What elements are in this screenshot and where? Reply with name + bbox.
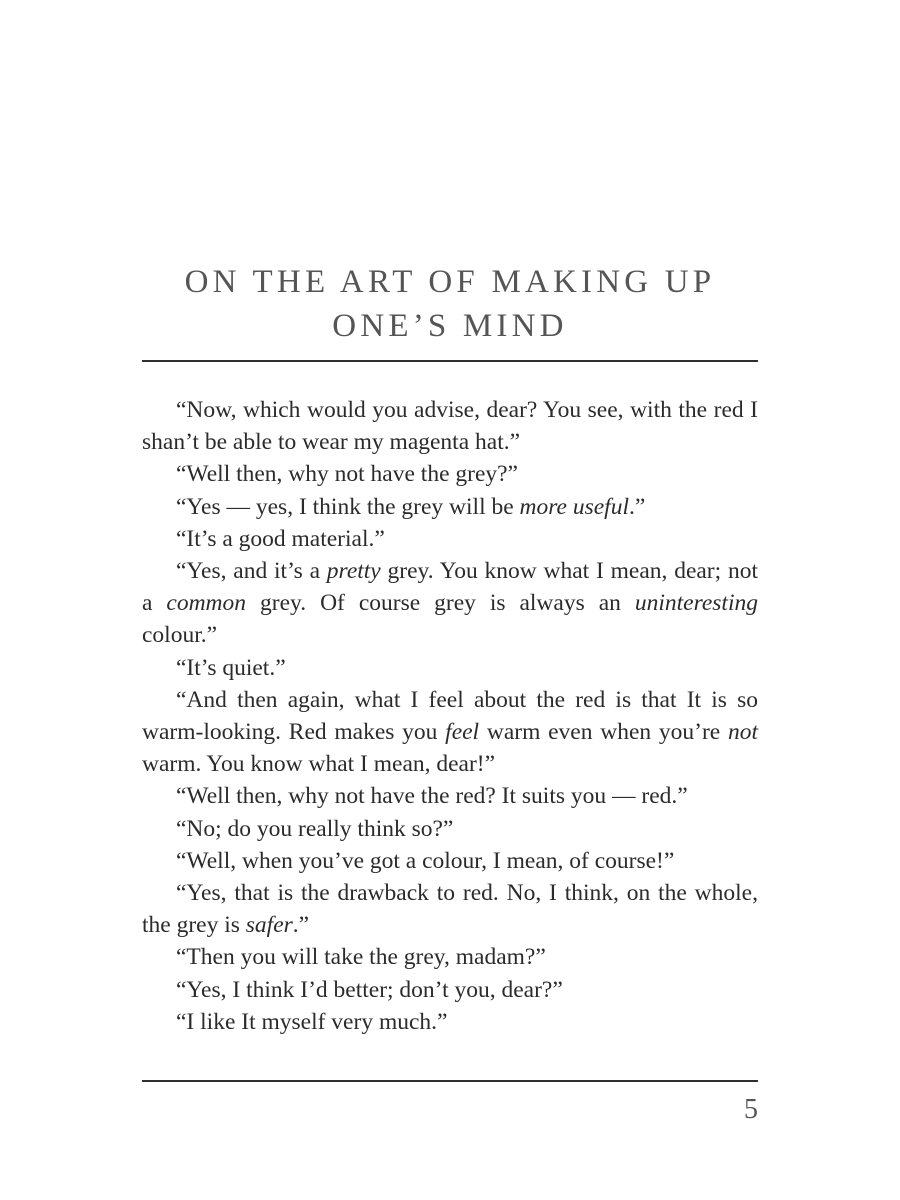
text-run: “Then you will take the grey, madam?” [176,944,546,971]
text-run: “Yes, and it’s a [176,558,327,585]
text-run: “I like It myself very much.” [176,1008,448,1035]
italic-text: common [166,590,247,617]
text-run: colour.” [142,622,218,649]
paragraph [142,458,758,490]
text-run: “It’s a good material.” [176,525,385,552]
text-run: “Yes, I think I’d better; don’t you, dear?” [176,976,563,1003]
page-number: 5 [744,1094,758,1125]
text-run: “It’s quiet.” [176,654,286,681]
text-run: warm even when you’re [479,719,728,746]
paragraph [142,877,758,941]
text-run: “No; do you really think so?” [176,815,454,842]
italic-text: feel [445,719,480,746]
text-run: .” [628,493,646,520]
paragraph [142,394,758,458]
italic-text: safer [245,912,293,939]
paragraph [142,555,758,652]
chapter-title-line-2: ONE’S MIND [332,308,568,344]
italic-text: more useful [519,493,629,520]
paragraph [142,523,758,555]
chapter-body-text [142,394,758,1038]
text-run: .” [292,912,310,939]
chapter-title-line-1: ON THE ART OF MAKING UP [184,264,716,300]
top-divider [142,360,758,362]
paragraph [142,780,758,812]
paragraph [142,652,758,684]
text-run: “And then again, what I feel about the red is that It is so warm-looking. Red makes you [142,686,758,746]
text-run: “Well, when you’ve got a colour, I mean, of course!” [176,847,675,874]
italic-text: pretty [326,558,381,585]
bottom-divider [142,1080,758,1082]
paragraph [142,845,758,877]
paragraph [142,684,758,781]
chapter-title [142,260,758,348]
text-run: “Well then, why not have the red? It suits you — red.” [176,783,688,810]
text-run: “Well then, why not have the grey?” [176,461,518,488]
paragraph [142,813,758,845]
text-run: “Yes, that is the drawback to red. No, I think, on the whole, the grey is [142,880,758,939]
text-run: “Yes — yes, I think the grey will be [176,493,520,520]
paragraph [142,1006,758,1038]
italic-text: not [727,719,758,746]
text-run: grey. You know what I mean, dear; not a [142,558,758,617]
text-run: “Now, which would you advise, dear? You see, with the red I shan’t be able to wear my magenta hat.” [142,397,758,456]
paragraph [142,941,758,973]
paragraph [142,491,758,523]
paragraph [142,974,758,1006]
text-run: grey. Of course grey is always an [246,590,635,617]
text-run: warm. You know what I mean, dear!” [142,751,496,778]
italic-text: uninteresting [634,590,758,617]
